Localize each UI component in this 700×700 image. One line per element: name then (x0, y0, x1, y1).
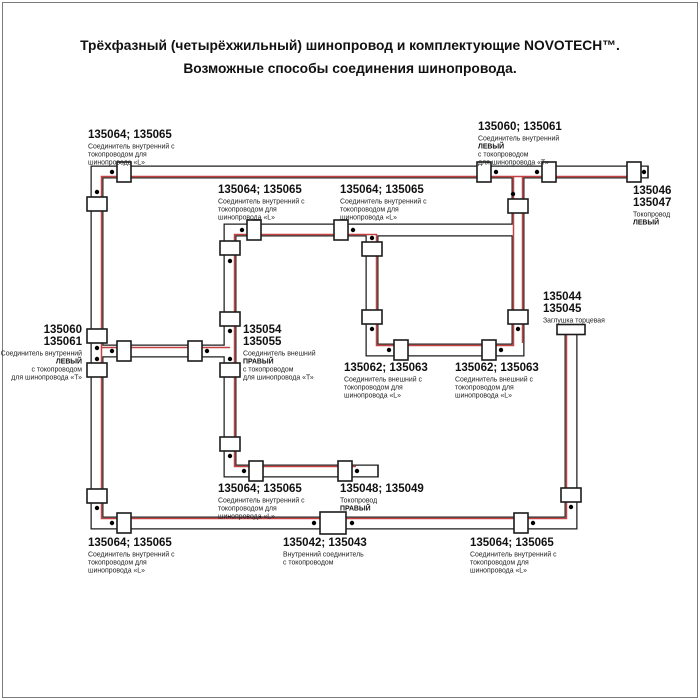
label-135064-135065-bottom-left: 135064; 135065 Соединитель внутренний с токопроводом для шинопровода «L» (88, 537, 175, 575)
contact-dot (240, 228, 244, 232)
label-135048-135049-feed-right: 135048; 135049 Токопровод ПРАВЫЙ (340, 483, 424, 513)
contact-dot (511, 192, 515, 196)
contact-dot (228, 454, 232, 458)
contact-dot (110, 521, 114, 525)
label-135062-135063-1: 135062; 135063 Соединитель внешний с токопроводом для шинопровода «L» (344, 362, 428, 400)
contact-dot (355, 469, 359, 473)
label-135046-135047-feed-left: 135046 135047 Токопровод ЛЕВЫЙ (633, 185, 672, 227)
label-135054-135055-center: 135054 135055 Соединитель внешний ПРАВЫЙ с токопроводом для шинопровода «Т» (243, 324, 316, 382)
contact-dot (642, 170, 646, 174)
contact-dot (370, 327, 374, 331)
power-feed-right-box (338, 461, 352, 481)
connector-box (362, 310, 382, 324)
contact-dot (228, 259, 232, 263)
connector-box (394, 340, 408, 360)
connector-box (220, 241, 240, 255)
connector-box (87, 363, 107, 377)
connector-box (362, 242, 382, 256)
contact-dot (350, 521, 354, 525)
connector-box (334, 220, 348, 240)
contact-dot (351, 228, 355, 232)
connector-box (561, 488, 581, 502)
straight-coupler-box (320, 512, 346, 534)
label-135042-135043-bottom: 135042; 135043 Внутренний соединитель с токопроводом (283, 537, 367, 567)
label-135064-135065-bottom-right: 135064; 135065 Соединитель внутренний с токопроводом для шинопровода «L» (470, 537, 557, 575)
connector-box (87, 197, 107, 211)
end-cap (557, 325, 585, 335)
label-135060-135061-left: 135060 135061 Соединитель внутренний ЛЕВЫЙ с токопроводом для шинопровода «Т» (0, 324, 82, 382)
contact-dot (110, 170, 114, 174)
power-feed-left-box (627, 162, 641, 182)
connector-box (188, 341, 202, 361)
connector-box (220, 437, 240, 451)
connector-box (247, 220, 261, 240)
contact-dot (494, 170, 498, 174)
contact-dot (95, 190, 99, 194)
connector-box (220, 363, 240, 377)
page-title-line1: Трёхфазный (четырёхжильный) шинопровод и комплектующие NOVOTECH™. (80, 38, 620, 53)
label-135064-135065-top-mid-1: 135064; 135065 Соединитель внутренний с токопроводом для шинопровода «L» (218, 184, 305, 222)
connector-box (117, 341, 131, 361)
connector-box (508, 310, 528, 324)
contact-dot (205, 349, 209, 353)
label-135064-135065-top-left: 135064; 135065 Соединитель внутренний с токопроводом для шинопровода «L» (88, 129, 175, 167)
contact-dot (569, 505, 573, 509)
connector-box (117, 513, 131, 533)
label-135064-135065-top-mid-2: 135064; 135065 Соединитель внутренний с токопроводом для шинопровода «L» (340, 184, 427, 222)
contact-dot (535, 170, 539, 174)
connector-box (249, 461, 263, 481)
contact-dot (531, 521, 535, 525)
contact-dot (228, 357, 232, 361)
connector-box (508, 199, 528, 213)
connector-box (87, 329, 107, 343)
connector-box (220, 312, 240, 326)
connector-box (482, 340, 496, 360)
connector-box (87, 489, 107, 503)
contact-dot (499, 348, 503, 352)
page-title-line2: Возможные способы соединения шинопровода. (183, 61, 517, 76)
contact-dot (95, 506, 99, 510)
contact-dot (95, 346, 99, 350)
connector-box (514, 513, 528, 533)
contact-dot (387, 348, 391, 352)
label-135062-135063-2: 135062; 135063 Соединитель внешний с токопроводом для шинопровода «L» (455, 362, 539, 400)
contact-dot (370, 236, 374, 240)
label-135064-135065-mid-bottom: 135064; 135065 Соединитель внутренний с токопроводом для шинопровода «L» (218, 483, 305, 521)
contact-dot (228, 329, 232, 333)
label-135044-135045-endcap: 135044 135045 Заглушка торцевая (543, 291, 605, 325)
label-135060-135061-top: 135060; 135061 Соединитель внутренний ЛЕВЫЙ с токопроводом для шинопровода «Т» (478, 121, 562, 167)
contact-dot (242, 469, 246, 473)
contact-dot (312, 521, 316, 525)
contact-dot (516, 327, 520, 331)
contact-dot (95, 357, 99, 361)
contact-dot (110, 349, 114, 353)
